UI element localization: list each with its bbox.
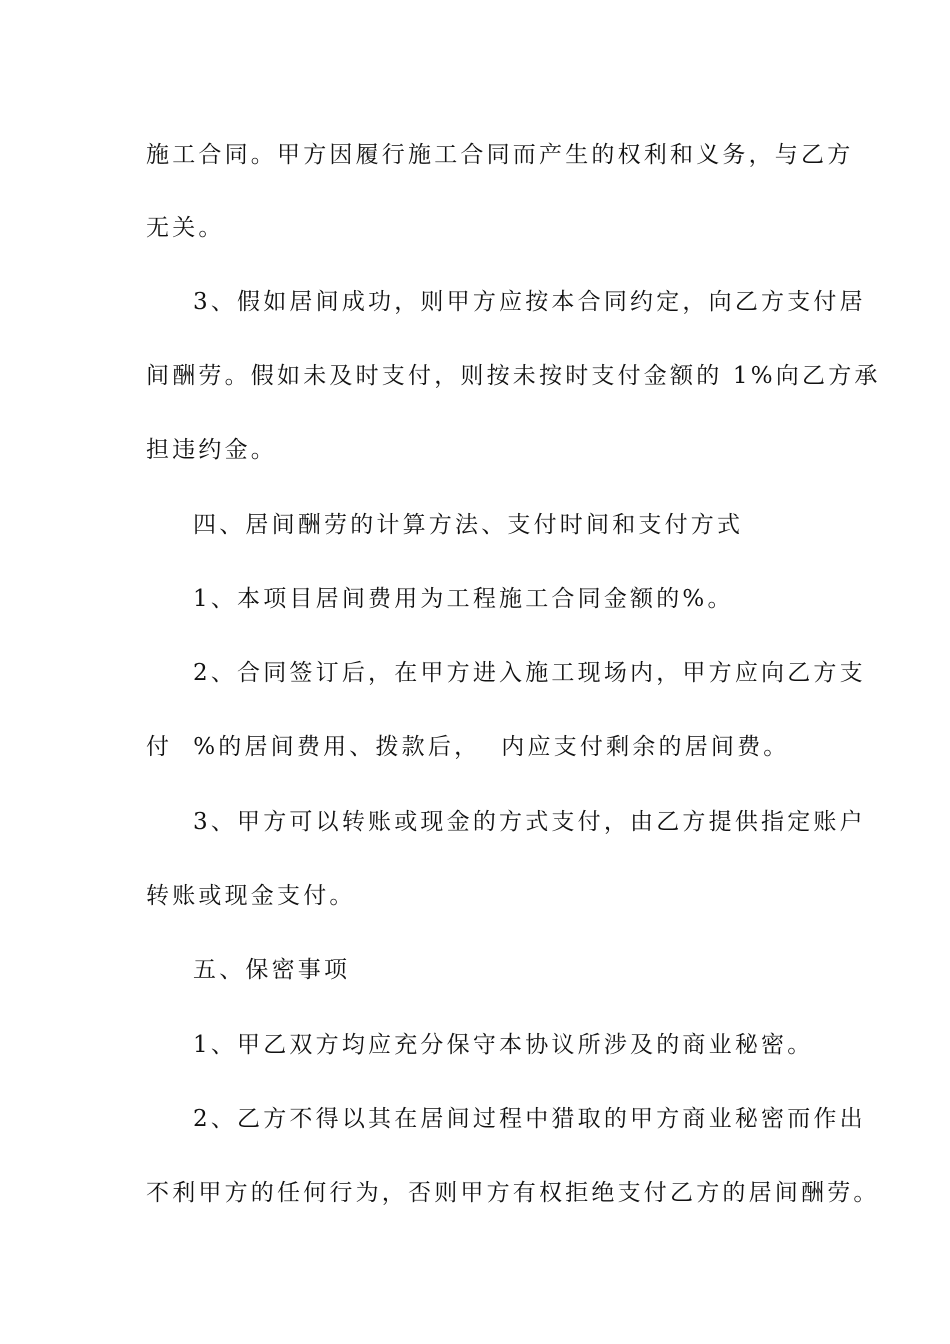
paragraph-line: 1、甲乙双方均应充分保守本协议所涉及的商业秘密。: [193, 1032, 814, 1058]
paragraph-line: 不利甲方的任何行为，否则甲方有权拒绝支付乙方的居间酬劳。: [146, 1180, 880, 1206]
paragraph-line: 1、本项目居间费用为工程施工合同金额的%。: [193, 586, 734, 612]
section-heading: 五、保密事项: [193, 957, 351, 983]
paragraph-line: 无关。: [146, 215, 225, 241]
paragraph-line: 转账或现金支付。: [146, 883, 356, 909]
paragraph-line: 间酬劳。假如未及时支付，则按未按时支付金额的 1%向乙方承: [146, 363, 881, 389]
paragraph-line: 2、合同签订后，在甲方进入施工现场内，甲方应向乙方支: [193, 660, 866, 686]
paragraph-line: 施工合同。甲方因履行施工合同而产生的权利和义务，与乙方: [146, 142, 854, 168]
paragraph-line: 3、甲方可以转账或现金的方式支付，由乙方提供指定账户: [193, 809, 866, 835]
section-heading: 四、居间酬劳的计算方法、支付时间和支付方式: [193, 512, 744, 538]
paragraph-line: 担违约金。: [146, 437, 277, 463]
paragraph-line: 付 %的居间费用、拨款后， 内应支付剩余的居间费。: [146, 734, 790, 760]
paragraph-line: 3、假如居间成功，则甲方应按本合同约定，向乙方支付居: [193, 289, 866, 315]
paragraph-line: 2、乙方不得以其在居间过程中猎取的甲方商业秘密而作出: [193, 1106, 866, 1132]
